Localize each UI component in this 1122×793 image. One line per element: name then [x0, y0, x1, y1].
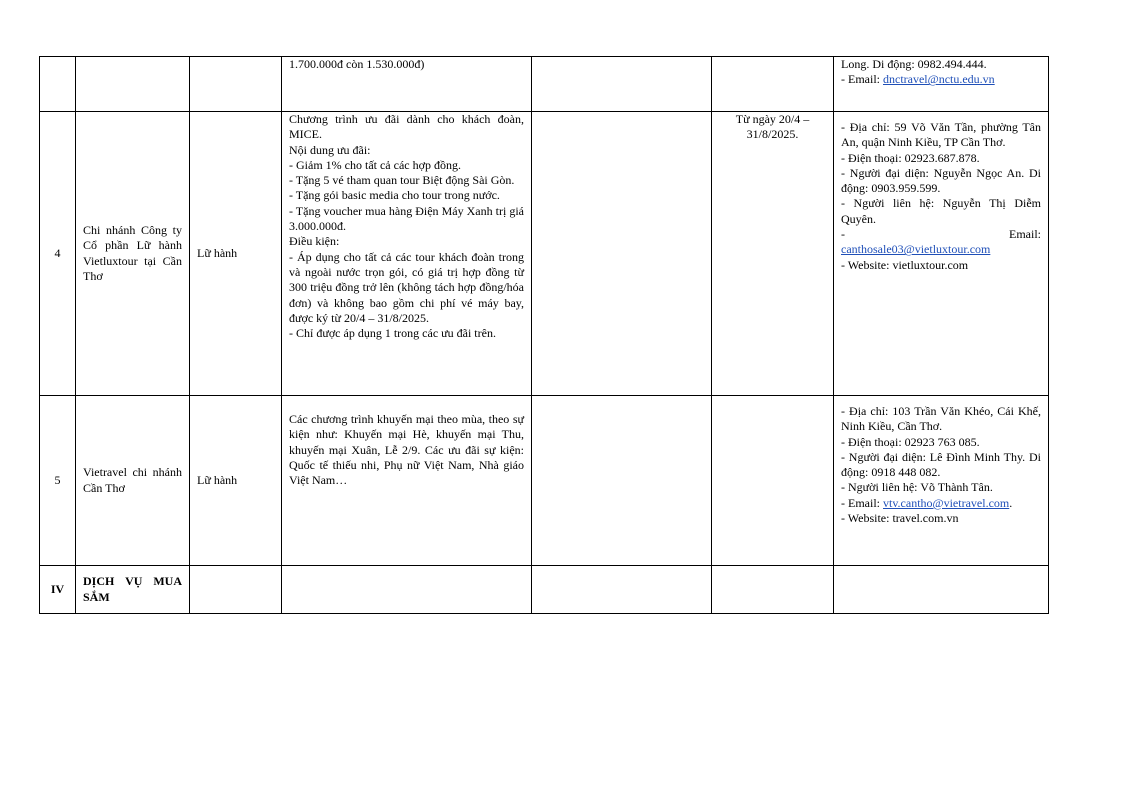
empty-cell [532, 566, 712, 614]
type-cell: Lữ hành [190, 112, 282, 396]
email-link[interactable]: vtv.cantho@vietravel.com [883, 495, 1010, 510]
contact-cell [834, 112, 1049, 396]
empty-cell [190, 566, 282, 614]
table-row [40, 112, 1049, 396]
contact-cell [834, 396, 1049, 566]
contact-cell [834, 57, 1049, 112]
content-text: Các chương trình khuyến mại theo mùa, theo sự kiện như: Khuyến mại Hè, khuyến mại Thu, khuyến mại Xuân, Lễ 2/9. Các ưu đãi sự kiện: Quốc tế thiếu nhi, Phụ nữ Việt Nam, Nhà giáo Việt Nam… [289, 412, 524, 488]
website-line: - Website: vietluxtour.com [841, 257, 969, 272]
name-cell [76, 57, 190, 112]
content-cell [282, 396, 532, 566]
promotion-table [39, 56, 1049, 614]
contact-email-line [841, 496, 1041, 511]
empty-cell [712, 566, 834, 614]
contact-line: - Người đại diện: Nguyễn Ngọc An. Di động: 0903.959.599. [841, 165, 1041, 196]
time-cell [712, 396, 834, 566]
email-suffix: . [1009, 495, 1013, 510]
contact-line: - Địa chỉ: 103 Trần Văn Khéo, Cái Khế, Ninh Kiều, Cần Thơ. [841, 404, 1041, 434]
type-cell: Lữ hành [190, 396, 282, 566]
email-link[interactable]: dnctravel@nctu.edu.vn [883, 72, 995, 87]
contact-email-line [841, 242, 1041, 257]
content-cell [282, 57, 532, 112]
content-text: Chương trình ưu đãi dành cho khách đoàn, MICE. Nội dung ưu đãi: - Giảm 1% cho tất cả các hợp đồng. - Tặng 5 vé tham quan tour Biệt động Sài Gòn. - Tặng gói basic media cho tour trong nước. - Tặng voucher mua hàng Điện Máy Xanh trị giá 3.000.000đ. Điều kiện: - Áp dụng cho tất cả các tour khách đoàn trong và ngoài nước trọn gói, có giá trị hợp đồng từ 300 triệu đồng trở lên (không tách hợp đồng/hóa đơn) và không bao gồm chi phí vé máy bay, được ký từ 20/4 – 31/8/2025. - Chỉ được áp dụng 1 trong các ưu đãi trên. [289, 112, 524, 341]
contact-line: - Người đại diện: Lê Đình Minh Thy. Di động: 0918 448 082. [841, 449, 1041, 480]
content-text: 1.700.000đ còn 1.530.000đ) [289, 57, 425, 71]
section-number: IV [40, 566, 76, 614]
no-cell: 4 [40, 112, 76, 396]
contact-line: - Địa chỉ: 59 Võ Văn Tần, phường Tân An, quận Ninh Kiều, TP Cần Thơ. [841, 120, 1041, 150]
time-cell: Từ ngày 20/4 – 31/8/2025. [712, 112, 834, 396]
table-row [40, 396, 1049, 566]
website-line: - Website: travel.com.vn [841, 511, 959, 526]
empty-cell [834, 566, 1049, 614]
contact-line: Long. Di động: 0982.494.444. [841, 57, 987, 71]
type-cell [190, 57, 282, 112]
name-cell: Vietravel chi nhánh Cần Thơ [76, 396, 190, 566]
extra-cell [532, 396, 712, 566]
contact-line: - Người liên hệ: Võ Thành Tân. [841, 480, 993, 495]
contact-line: - Người liên hệ: Nguyễn Thị Diễm Quyên. [841, 196, 1041, 226]
email-link[interactable]: canthosale03@vietluxtour.com [841, 242, 991, 257]
email-prefix: - Email: [841, 72, 883, 87]
extra-cell [532, 112, 712, 396]
table-row [40, 566, 1049, 614]
no-cell: 5 [40, 396, 76, 566]
table-row [40, 57, 1049, 112]
name-cell: Chi nhánh Công ty Cổ phần Lữ hành Vietluxtour tại Cần Thơ [76, 112, 190, 396]
no-cell [40, 57, 76, 112]
section-title: DỊCH VỤ MUA SẮM [76, 566, 190, 614]
contact-email-line [841, 72, 1041, 87]
empty-cell [282, 566, 532, 614]
contact-line: - Điện thoại: 02923 763 085. [841, 434, 980, 449]
contact-line: - Điện thoại: 02923.687.878. [841, 150, 980, 165]
email-label: - Email: [841, 227, 1041, 242]
extra-cell [532, 57, 712, 112]
time-cell [712, 57, 834, 112]
content-cell [282, 112, 532, 396]
email-prefix: - Email: [841, 495, 883, 510]
